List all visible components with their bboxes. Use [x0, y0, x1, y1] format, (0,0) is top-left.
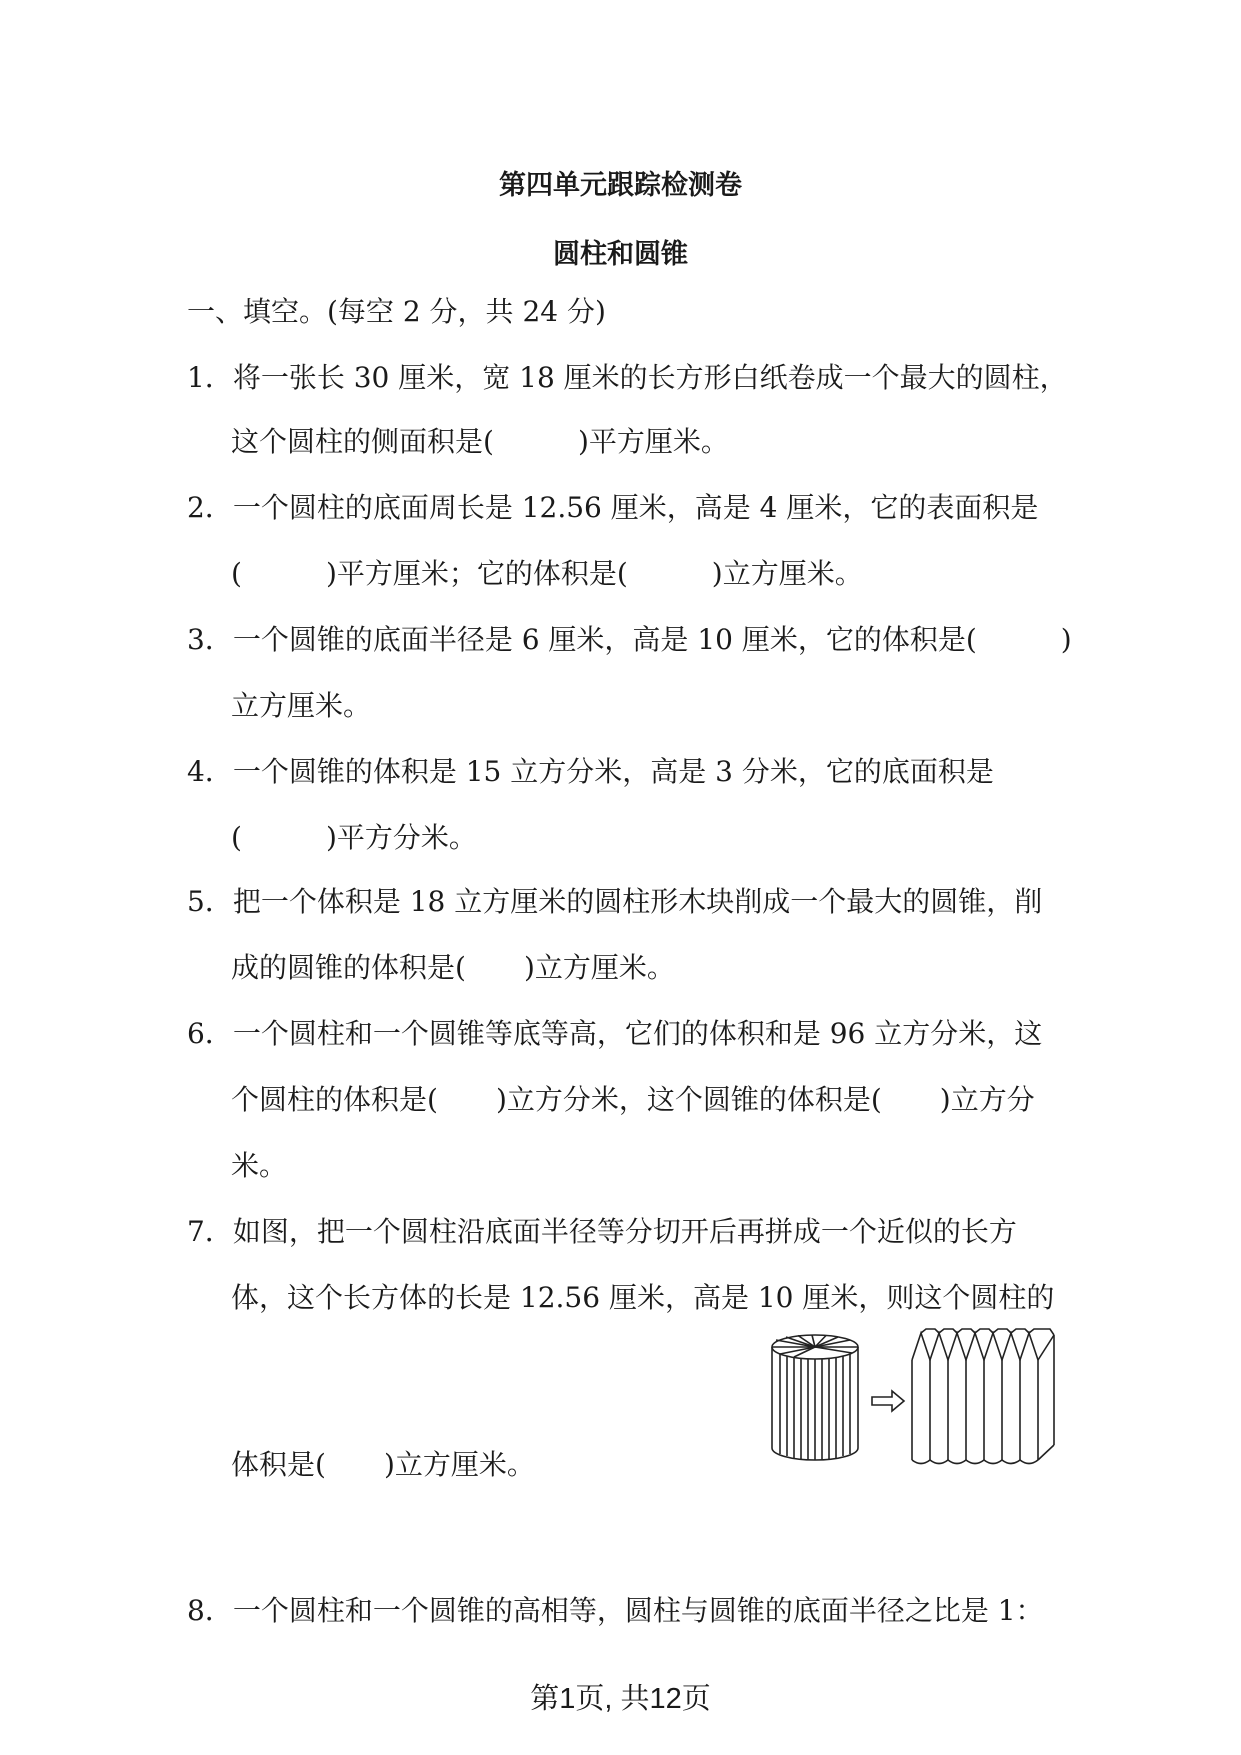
cylinder-to-cuboid-figure [770, 1325, 1060, 1470]
question-4-text-a: ( [231, 821, 242, 854]
question-3-line-1 [187, 622, 1072, 658]
question-7-text-b: )立方厘米。 [383, 1448, 535, 1481]
question-2-text-a: ( [231, 557, 242, 590]
question-5-text-b: )立方厘米。 [523, 951, 675, 984]
page-title: 第四单元跟踪检测卷 [499, 170, 742, 201]
question-6-text-a: 个圆柱的体积是( [231, 1083, 438, 1116]
question-2-line-1: 2．一个圆柱的底面周长是 12.56 厘米，高是 4 厘米，它的表面积是 [187, 491, 1039, 524]
question-5-line-2 [231, 950, 675, 986]
question-7-line-1: 7．如图，把一个圆柱沿底面半径等分切开后再拼成一个近似的长方 [187, 1215, 1017, 1248]
question-2-text-b: )平方厘米；它的体积是( [325, 557, 628, 590]
question-2-line-2 [231, 556, 863, 592]
question-4-text-b: )平方分米。 [325, 821, 477, 854]
question-6-line-3: 米。 [231, 1149, 288, 1182]
question-1-text-a: 这个圆柱的侧面积是( [231, 425, 494, 458]
question-5-line-1: 5．把一个体积是 18 立方厘米的圆柱形木块削成一个最大的圆锥，削 [187, 885, 1043, 918]
question-7-text-a: 体积是( [231, 1448, 326, 1481]
question-4-line-1: 4．一个圆锥的体积是 15 立方分米，高是 3 分米，它的底面积是 [187, 755, 994, 788]
question-3-text-b: ) [1060, 623, 1072, 656]
question-1-text-b: )平方厘米。 [577, 425, 729, 458]
page-subtitle: 圆柱和圆锥 [553, 239, 688, 270]
question-6-line-2 [231, 1082, 1035, 1118]
question-2-text-c: )立方厘米。 [711, 557, 863, 590]
question-1-line-2 [231, 424, 729, 460]
question-4-line-2 [231, 820, 477, 856]
page-number: 第1页, 共12页 [530, 1683, 711, 1715]
section-heading: 一、填空。(每空 2 分，共 24 分) [187, 295, 606, 328]
question-8-line-1: 8．一个圆柱和一个圆锥的高相等，圆柱与圆锥的底面半径之比是 1： [187, 1594, 1044, 1627]
question-1-line-1: 1．将一张长 30 厘米，宽 18 厘米的长方形白纸卷成一个最大的圆柱， [187, 361, 1068, 394]
question-7-line-3 [231, 1447, 535, 1483]
question-6-text-c: )立方分 [939, 1083, 1035, 1116]
question-6-text-b: )立方分米，这个圆锥的体积是( [495, 1083, 882, 1116]
question-5-text-a: 成的圆锥的体积是( [231, 951, 466, 984]
question-7-line-2: 体，这个长方体的长是 12.56 厘米，高是 10 厘米，则这个圆柱的 [231, 1281, 1055, 1314]
question-6-line-1: 6．一个圆柱和一个圆锥等底等高，它们的体积和是 96 立方分米，这 [187, 1017, 1043, 1050]
question-3-line-2: 立方厘米。 [231, 689, 372, 722]
question-3-text-a: 3．一个圆锥的底面半径是 6 厘米，高是 10 厘米，它的体积是( [187, 623, 977, 656]
